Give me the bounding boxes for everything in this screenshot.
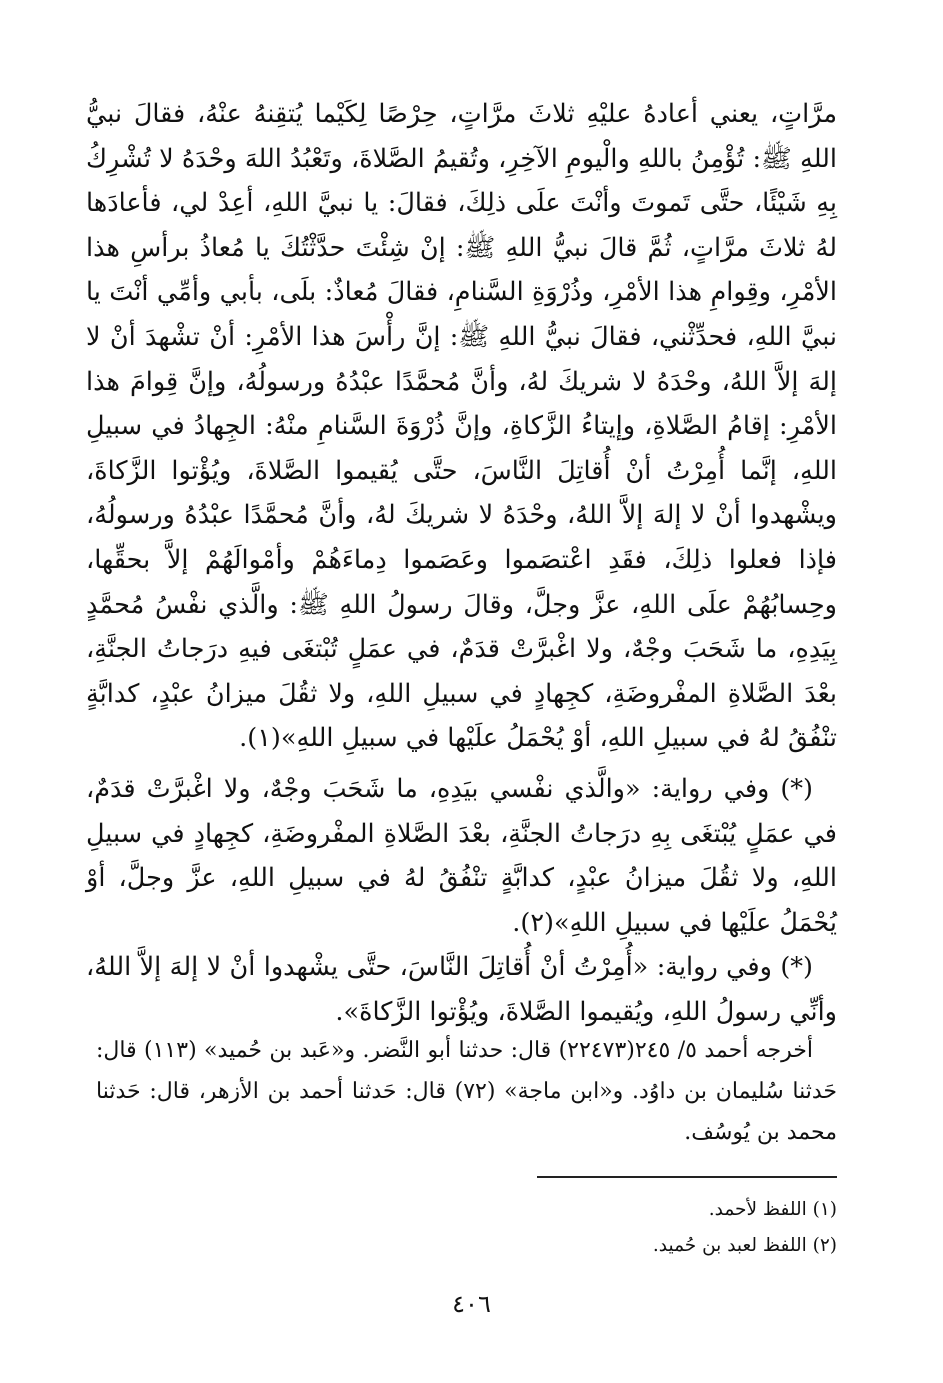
hadith-main-paragraph: مرَّاتٍ، يعني أعادهُ عليْهِ ثلاثَ مرَّاتٍ، حِرْصًا لِكَيْما يُتقِنهُ عنْهُ، فقالَ نبيُّ اللهِ ﷺ: تُؤْمِنُ باللهِ والْيومِ الآخِرِ، وتُقيمُ الصَّلاةَ، وتَعْبُدُ اللهَ وحْدَهُ لا تُشْرِكُ بِهِ شَيْئًا، حتَّى تَموتَ وأنْتَ علَى ذلِكَ، فقالَ: يا نبيَّ اللهِ، أعِدْ لي، فأعادَها لهُ ثلاثَ مرَّاتٍ، ثُمَّ قالَ نبيُّ اللهِ ﷺ: إنْ شِئْتَ حدَّثْتُكَ يا مُعاذُ برأسِ هذا الأمْرِ، وقِوامِ هذا الأمْرِ، وذُرْوَةِ السَّنامِ، فقالَ مُعاذٌ: بلَى، بأبي وأمِّي أنْتَ يا نبيَّ اللهِ، فحدِّثْني، فقالَ نبيُّ اللهِ ﷺ: إنَّ رأْسَ هذا الأمْرِ: أنْ تشْهدَ أنْ لا إلهَ إلاَّ اللهُ، وحْدَهُ لا شريكَ لهُ، وأنَّ مُحمَّدًا عبْدُهُ ورسولُهُ، وإنَّ قِوامَ هذا الأمْرِ: إقامُ الصَّلاةِ، وإيتاءُ الزَّكاةِ، وإنَّ ذُرْوَةَ السَّنامِ منْهُ: الجِهادُ في سبيلِ اللهِ، إنَّما أُمِرْتُ أنْ أُقاتِلَ النَّاسَ، حتَّى يُقيموا الصَّلاةَ، ويُؤْتوا الزَّكاةَ، ويشْهدوا أنْ لا إلهَ إلاَّ اللهُ، وحْدَهُ لا شريكَ لهُ، وأنَّ مُحمَّدًا عبْدُهُ ورسولُهُ، فإذا فعلوا ذلِكَ، فقَدِ اعْتصَموا وعَصَموا دِماءَهُمْ وأمْوالَهُمْ إلاَّ بحقِّها، وحِسابُهُمْ علَى اللهِ، عزَّ وجلَّ، وقالَ رسولُ اللهِ ﷺ: والَّذي نفْسُ مُحمَّدٍ بِيَدِهِ، ما شَحَبَ وجْهٌ، ولا اغْبرَّتْ قدَمٌ، في عمَلٍ تُبْتغَى فيهِ درَجاتُ الجنَّةِ، بعْدَ الصَّلاةِ المفْروضَةِ، كجِهادٍ في سبيلِ اللهِ، ولا ثقُلَ ميزانُ عبْدٍ، كدابَّةٍ تنْفُقُ لهُ في سبيلِ اللهِ، أوْ يُحْمَلُ علَيْها في سبيلِ اللهِ»(١). xyxy=(86,99,837,754)
footnotes xyxy=(337,1192,837,1264)
narration-variant-1: (*) وفي رواية: «والَّذي نفْسي بيَدِهِ، ما شَحَبَ وجْهٌ، ولا اغْبرَّتْ قدَمٌ، في عمَلٍ يُبْتغَى بِهِ درَجاتُ الجنَّةِ، بعْدَ الصَّلاةِ المفْروضَةِ، كجِهادٍ في سبيلِ اللهِ، ولا ثقُلَ ميزانُ عبْدٍ، كدابَّةٍ تنْفُقُ لهُ في سبيلِ اللهِ، عزَّ وجلَّ، أوْ يُحْمَلُ علَيْها في سبيلِ اللهِ»(٢). xyxy=(86,773,837,938)
source-attribution: أخرجه أحمد ٥/ ٢٤٥(٢٢٤٧٣) قال: حدثنا أبو النَّضر. و«عَبد بن حُميد» (١١٣) قال: حَدثنا سُليمان بن داوُد. و«ابن ماجة» (٧٢) قال: حَدثنا أحمد بن الأزهر، قال: حَدثنا محمد بن يُوسُف. xyxy=(96,1038,837,1145)
page-number: ٤٠٦ xyxy=(452,1290,491,1318)
footnote-2: (٢) اللفظ لعبد بن حُميد. xyxy=(652,1235,837,1256)
narration-variant-2: (*) وفي رواية: «أُمِرْتُ أنْ أُقاتِلَ النَّاسَ، حتَّى يشْهدوا أنْ لا إلهَ إلاَّ اللهُ، وأنِّي رسولُ اللهِ، ويُقيموا الصَّلاةَ، ويُؤْتوا الزَّكاةَ». xyxy=(86,952,837,1027)
footnote-divider xyxy=(537,1176,837,1178)
hadith-text-body xyxy=(86,92,837,1034)
footnote-1: (١) اللفظ لأحمد. xyxy=(708,1199,837,1220)
